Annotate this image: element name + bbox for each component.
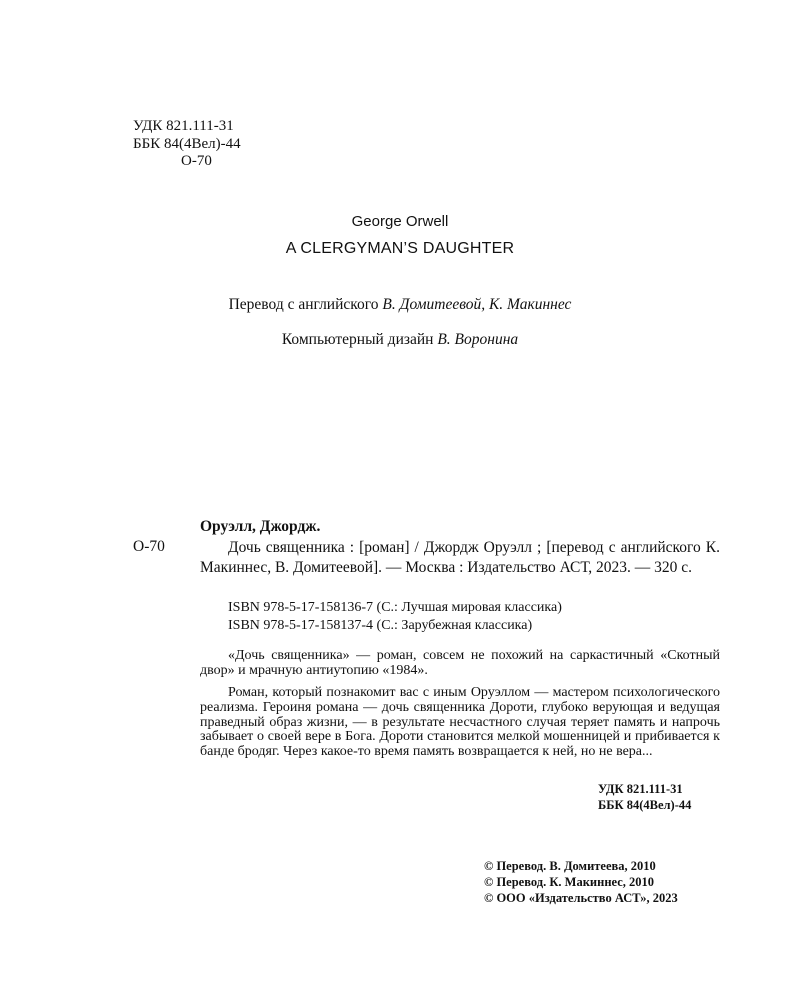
catalog-code: О-70 [133,538,165,555]
copyright-publisher: © ООО «Издательство АСТ», 2023 [484,891,678,905]
udk-code-bottom: УДК 821.111-31 [598,782,683,796]
udk-code: УДК 821.111-31 [133,118,234,134]
translation-credit [0,296,800,314]
author-mark: О-70 [181,153,212,169]
bibliographic-description: Дочь священника : [роман] / Джордж Оруэлл ; [перевод с английского К. Макиннес, В. Домитеевой]. — Москва : Издательство АСТ, 2023. — 320 с. [200,539,720,576]
bbk-code-bottom: ББК 84(4Вел)-44 [598,798,692,812]
copyright-translation-2: © Перевод. К. Макиннес, 2010 [484,875,655,889]
annotation-paragraph-2: Роман, который познакомит вас с иным Оруэллом — мастером психологического реализма. Героиня романа — дочь священника Дороти, глубоко верующая и ведущая праведный образ жизни, — в результате несчастного случая теряет память и напрочь забывает о своей вере в Бога. Дороти становится мелкой мошенницей и прибивается к банде бродяг. Через какое-то время память возвращается к ней, но не вера... [200,685,720,760]
translation-prefix: Перевод с английского [228,296,379,313]
design-credit [0,331,800,349]
isbn-2: ISBN 978-5-17-158137-4 (С.: Зарубежная классика) [228,618,533,633]
original-title: A CLERGYMAN’S DAUGHTER [285,240,515,257]
isbn-1: ISBN 978-5-17-158136-7 (С.: Лучшая мировая классика) [228,600,562,615]
translators: В. Домитеевой, К. Макиннес [382,296,572,313]
annotation-paragraph-1: «Дочь священника» — роман, совсем не похожий на саркастичный «Скотный двор» и мрачную антиутопию «1984». [200,648,720,678]
bbk-code: ББК 84(4Вел)-44 [133,136,241,152]
copyright-translation-1: © Перевод. В. Домитеева, 2010 [484,859,656,873]
designer: В. Воронина [437,331,519,348]
original-author: George Orwell [351,213,449,230]
catalog-heading: Оруэлл, Джордж. [200,518,321,535]
design-prefix: Компьютерный дизайн [281,331,434,348]
